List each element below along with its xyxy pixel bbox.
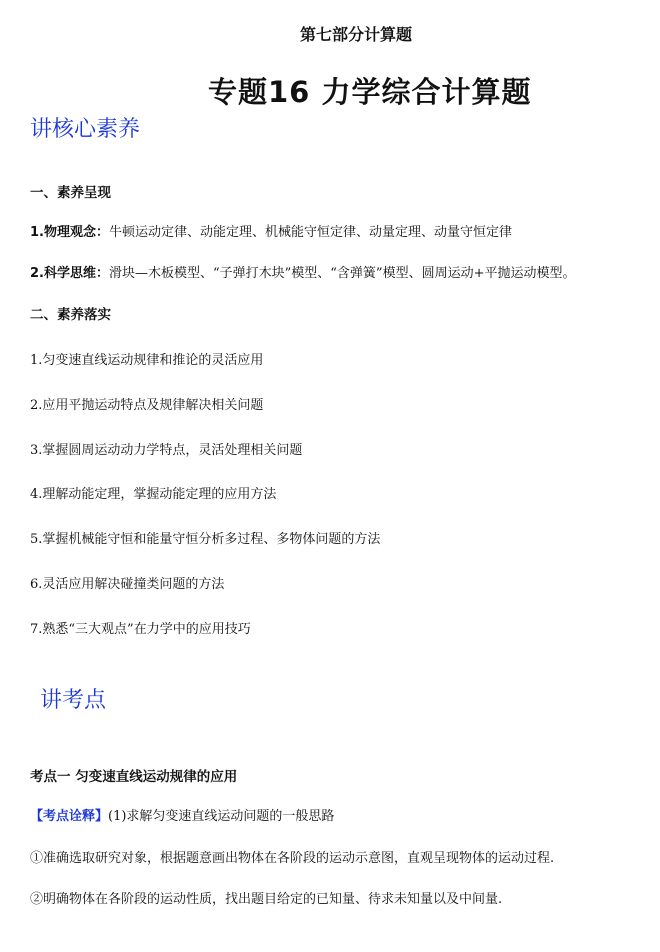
concept-text-1: 牛顿运动定律、动能定理、机械能守恒定律、动量定理、动量守恒定律 xyxy=(108,225,512,240)
point-item: 4.理解动能定理，掌握动能定理的应用方法 xyxy=(30,487,277,502)
exam-point-title: 考点一 匀变速直线运动规律的应用 xyxy=(30,769,238,785)
interpretation-text: (1)求解匀变速直线运动问题的一般思路 xyxy=(108,809,335,824)
point-item: 3.掌握圆周运动动力学特点，灵活处理相关问题 xyxy=(30,443,303,458)
point-item: 2.应用平抛运动特点及规律解决相关问题 xyxy=(30,398,264,413)
concept-label-2: 2.科学思维： xyxy=(30,266,109,281)
subheading-implementation: 二、素养落实 xyxy=(30,307,111,323)
point-item: 1.匀变速直线运动规律和推论的灵活应用 xyxy=(30,353,264,368)
interpretation-label: 【考点诠释】 xyxy=(30,809,109,824)
point-item: 6.灵活应用解决碰撞类问题的方法 xyxy=(30,577,225,592)
concept-line-2 xyxy=(30,262,575,281)
step-line-2: ②明确物体在各阶段的运动性质，找出题目给定的已知量、待求未知量以及中间量. xyxy=(30,892,503,907)
step-line-1: ①准确选取研究对象，根据题意画出物体在各阶段的运动示意图，直观呈现物体的运动过程. xyxy=(30,851,555,866)
point-item: 7.熟悉“三大观点”在力学中的应用技巧 xyxy=(30,622,251,637)
concept-text-2: 滑块—木板模型、“子弹打木块”模型、“含弹簧”模型、圆周运动+平抛运动模型。 xyxy=(108,266,576,281)
part-title: 第七部分计算题 xyxy=(300,25,413,44)
section-heading-core: 讲核心素养 xyxy=(30,117,141,142)
subheading-presentation: 一、素养呈现 xyxy=(30,185,111,201)
section-heading-exam: 讲考点 xyxy=(40,688,107,713)
concept-line-1 xyxy=(30,221,512,240)
concept-label-1: 1.物理观念： xyxy=(30,225,109,240)
main-title: 专题16 力学综合计算题 xyxy=(208,75,532,109)
interpretation-line xyxy=(30,805,334,824)
point-item: 5.掌握机械能守恒和能量守恒分析多过程、多物体问题的方法 xyxy=(30,532,381,547)
